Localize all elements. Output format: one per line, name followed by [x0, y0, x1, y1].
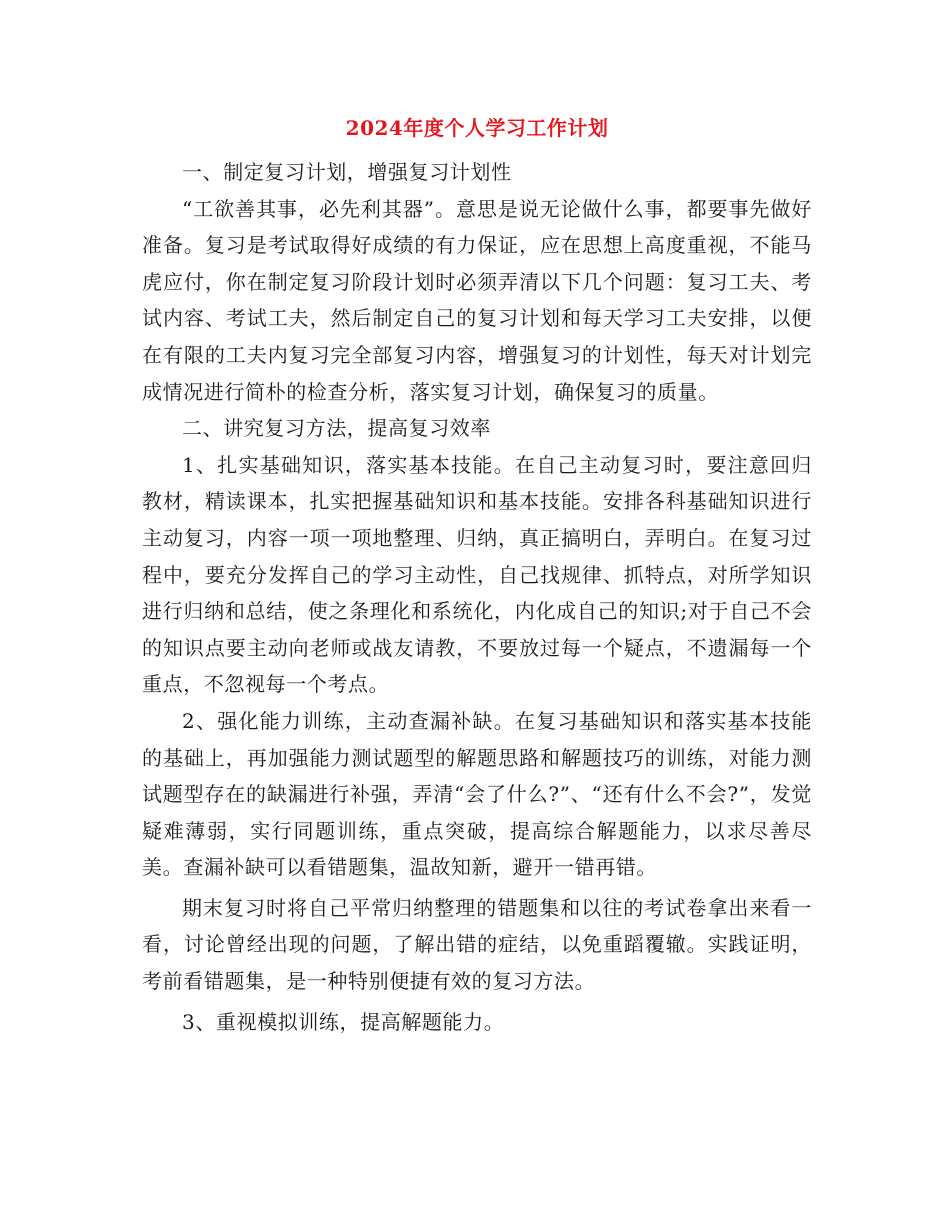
body-paragraph-2: 1、扎实基础知识，落实基本技能。在自己主动复习时，要注意回归教材，精读课本，扎实把握基础知识和基本技能。安排各科基础知识进行主动复习，内容一项一项地整理、归纳，真正搞明白，弄明白。在复习过程中，要充分发挥自己的学习主动性，自己找规律、抓特点，对所学知识进行归纳和总结，使之条理化和系统化，内化成自己的知识;对于自己不会的知识点要主动向老师或战友请教，不要放过每一个疑点，不遗漏每一个重点，不忽视每一个考点。 [142, 452, 812, 697]
body-paragraph-3: 2、强化能力训练，主动查漏补缺。在复习基础知识和落实基本技能的基础上，再加强能力测试题型的解题思路和解题技巧的训练，对能力测试题型存在的缺漏进行补强，弄清“会了什么?”、“还有什么不会?”，发觉疑难薄弱，实行同题训练，重点突破，提高综合解题能力，以求尽善尽美。查漏补缺可以看错题集，温故知新，避开一错再错。 [142, 708, 812, 880]
section-heading-2: 二、讲究复习方法，提高复习效率 [182, 416, 491, 441]
body-paragraph-4: 期末复习时将自己平常归纳整理的错题集和以往的考试卷拿出来看一看，讨论曾经出现的问题，了解出错的症结，以免重蹈覆辙。实践证明，考前看错题集，是一种特别便捷有效的复习方法。 [142, 895, 812, 994]
section-heading-1: 一、制定复习计划，增强复习计划性 [182, 160, 512, 184]
body-paragraph-5: 3、重视模拟训练，提高解题能力。 [182, 1009, 505, 1034]
body-paragraph-1: “工欲善其事，必先利其器”。意思是说无论做什么事，都要事先做好准备。复习是考试取得好成绩的有力保证，应在思想上高度重视，不能马虎应付，你在制定复习阶段计划时必须弄清以下几个问题：复习工夫、考试内容、考试工夫，然后制定自己的复习计划和每天学习工夫安排，以便在有限的工夫内复习完全部复习内容，增强复习的计划性，每天对计划完成情况进行简朴的检查分析，落实复习计划，确保复习的质量。 [142, 196, 812, 404]
document-title: 2024年度个人学习工作计划 [345, 116, 609, 140]
document-page [142, 108, 812, 1040]
